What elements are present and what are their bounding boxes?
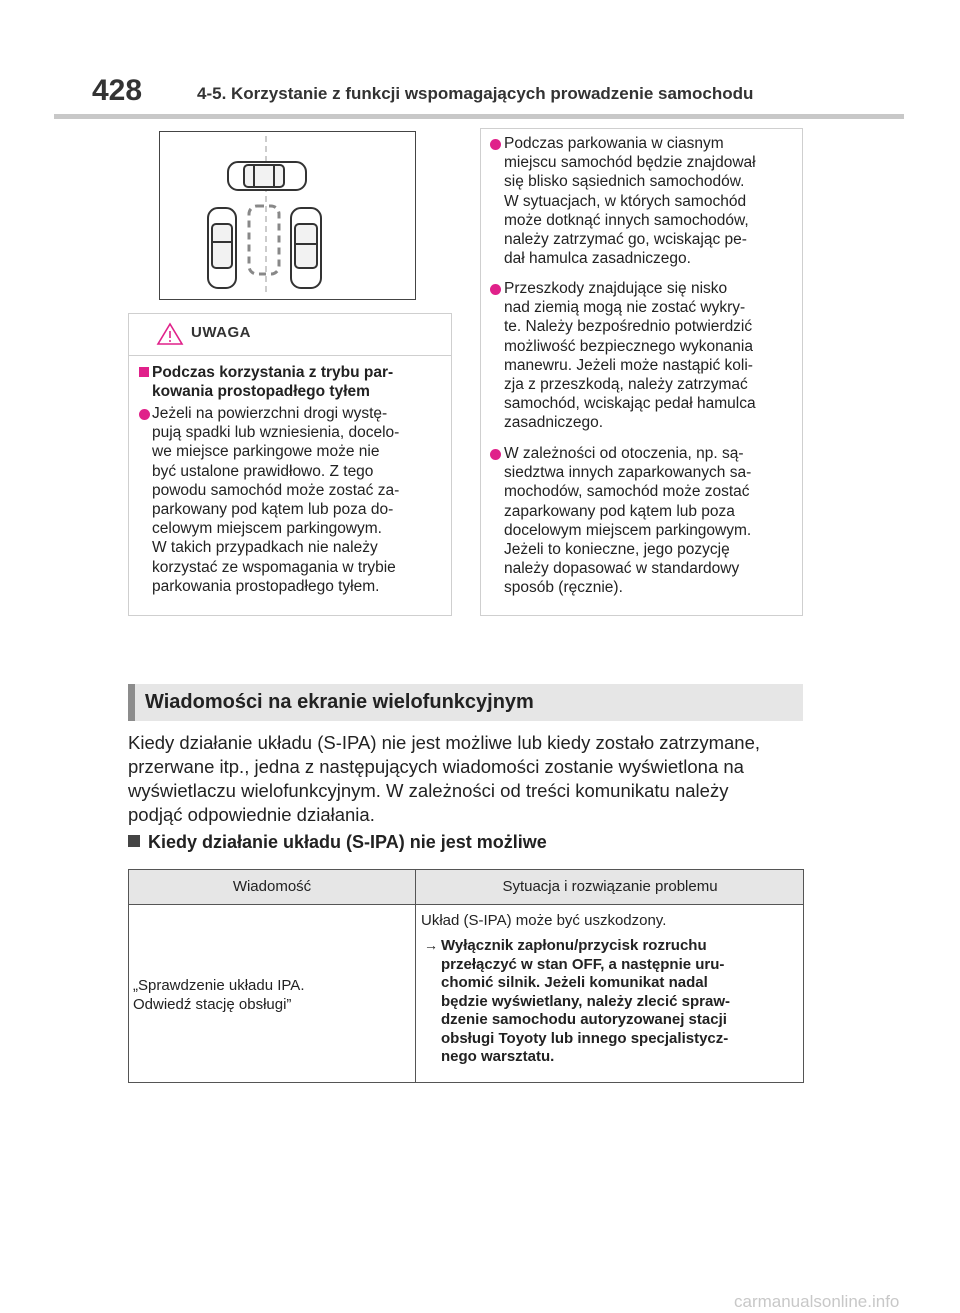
notes-bullet-2: Przeszkody znajdujące się nisko nad ziemią mogą nie zostać wykry- te. Należy bezpośrednio potwierdzić możliwość bezpiecznego wykonania manewru. Jeżeli może nastąpić koli- zja z przeszkodą, należy zatrzymać samochód, wciskając pedał hamulca zasadniczego. <box>504 280 756 432</box>
message-table <box>128 869 804 1083</box>
section-accent <box>128 684 135 721</box>
warning-triangle-icon <box>156 322 184 346</box>
subsection-text: Kiedy działanie układu (S-IPA) nie jest możliwe <box>148 832 547 852</box>
table-header <box>129 870 803 905</box>
notes-box <box>480 128 803 616</box>
notes-bullet-3: W zależności od otoczenia, np. są- siedztwa innych zaparkowanych sa- mochodów, samochód może zostać zaparkowany pod kątem lub poza docelowym miejscem parkingowym. Jeżeli to konieczne, jego pozycję należy dopasować w standardowy sposób (ręcznie). <box>504 445 752 597</box>
chapter-title: 4-5. Korzystanie z funkcji wspomagających prowadzenie samochodu <box>197 84 754 103</box>
message-cell: „Sprawdzenie układu IPA. Odwiedź stację obsługi” <box>133 977 305 1013</box>
caution-subheading-line1: Podczas korzystania z trybu par- <box>152 364 394 381</box>
page-number: 428 <box>92 74 143 107</box>
col-header-message: Wiadomość <box>232 878 312 895</box>
left-parked-car <box>208 208 236 288</box>
section-heading-bar <box>128 684 803 721</box>
section-title: Wiadomości na ekranie wielofunkcyjnym <box>145 691 534 713</box>
bullet-dot-icon <box>139 409 150 420</box>
caution-header <box>129 314 451 356</box>
square-bullet-icon <box>139 367 149 377</box>
column-divider <box>415 870 416 1082</box>
bullet-dot-icon <box>490 284 501 295</box>
bullet-dot-icon <box>490 139 501 150</box>
caution-subheading <box>139 363 449 401</box>
header-rule <box>54 114 904 119</box>
arrow-icon: → <box>424 937 438 953</box>
notes-bullet-1: Podczas parkowania w ciasnym miejscu samochód będzie znajdował się blisko sąsiednich samochodów. W sytuacjach, w których samochód może dotknąć innych samochodów, należy zatrzymać go, wciskając pe- dał hamulca zasadniczego. <box>504 135 756 268</box>
caution-box <box>128 313 452 616</box>
bullet-dot-icon <box>490 449 501 460</box>
caution-bullet-1: Jeżeli na powierzchni drogi wystę- pują spadki lub wzniesienia, docelo- we miejsce parkingowe może nie być ustalone prawidłowo. Z tego powodu samochód może zostać za- parkowany pod kątem lub poza do- celowym miejscem parkingowym. W takich przypadkach nie należy korzystać ze wspomagania w trybie parkowania prostopadłego tyłem. <box>152 405 400 595</box>
situation-cell: Układ (S-IPA) może być uszkodzony. <box>421 912 667 929</box>
target-space <box>249 206 279 274</box>
action-cell: Wyłącznik zapłonu/przycisk rozruchu przełączyć w stan OFF, a następnie uru- chomić silnik. Jeżeli komunikat nadal będzie wyświetlany, należy zlecić spraw- dzenie samochodu autoryzowanej stacji obsługi Toyoty lub innego specjalistycz- nego warsztatu. <box>441 937 731 1065</box>
parking-diagram <box>159 131 416 300</box>
col-header-situation: Sytuacja i rozwiązanie problemu <box>502 878 718 895</box>
subsection-heading <box>128 832 547 853</box>
moving-car <box>228 162 306 190</box>
section-intro: Kiedy działanie układu (S-IPA) nie jest możliwe lub kiedy zostało zatrzymane, przerwane itp., jedna z następujących wiadomości zostanie wyświetlona na wyświetlaczu wielofunkcyjnym. W zależności od treści komunikatu należy podjąć odpowiednie działania. <box>128 732 761 825</box>
right-parked-car <box>291 208 321 288</box>
parking-illustration <box>160 132 415 299</box>
watermark: carmanualsonline.info <box>734 1292 900 1311</box>
caution-subheading-line2: kowania prostopadłego tyłem <box>152 383 370 400</box>
square-bullet-icon <box>128 835 140 847</box>
caution-label: UWAGA <box>191 324 251 341</box>
